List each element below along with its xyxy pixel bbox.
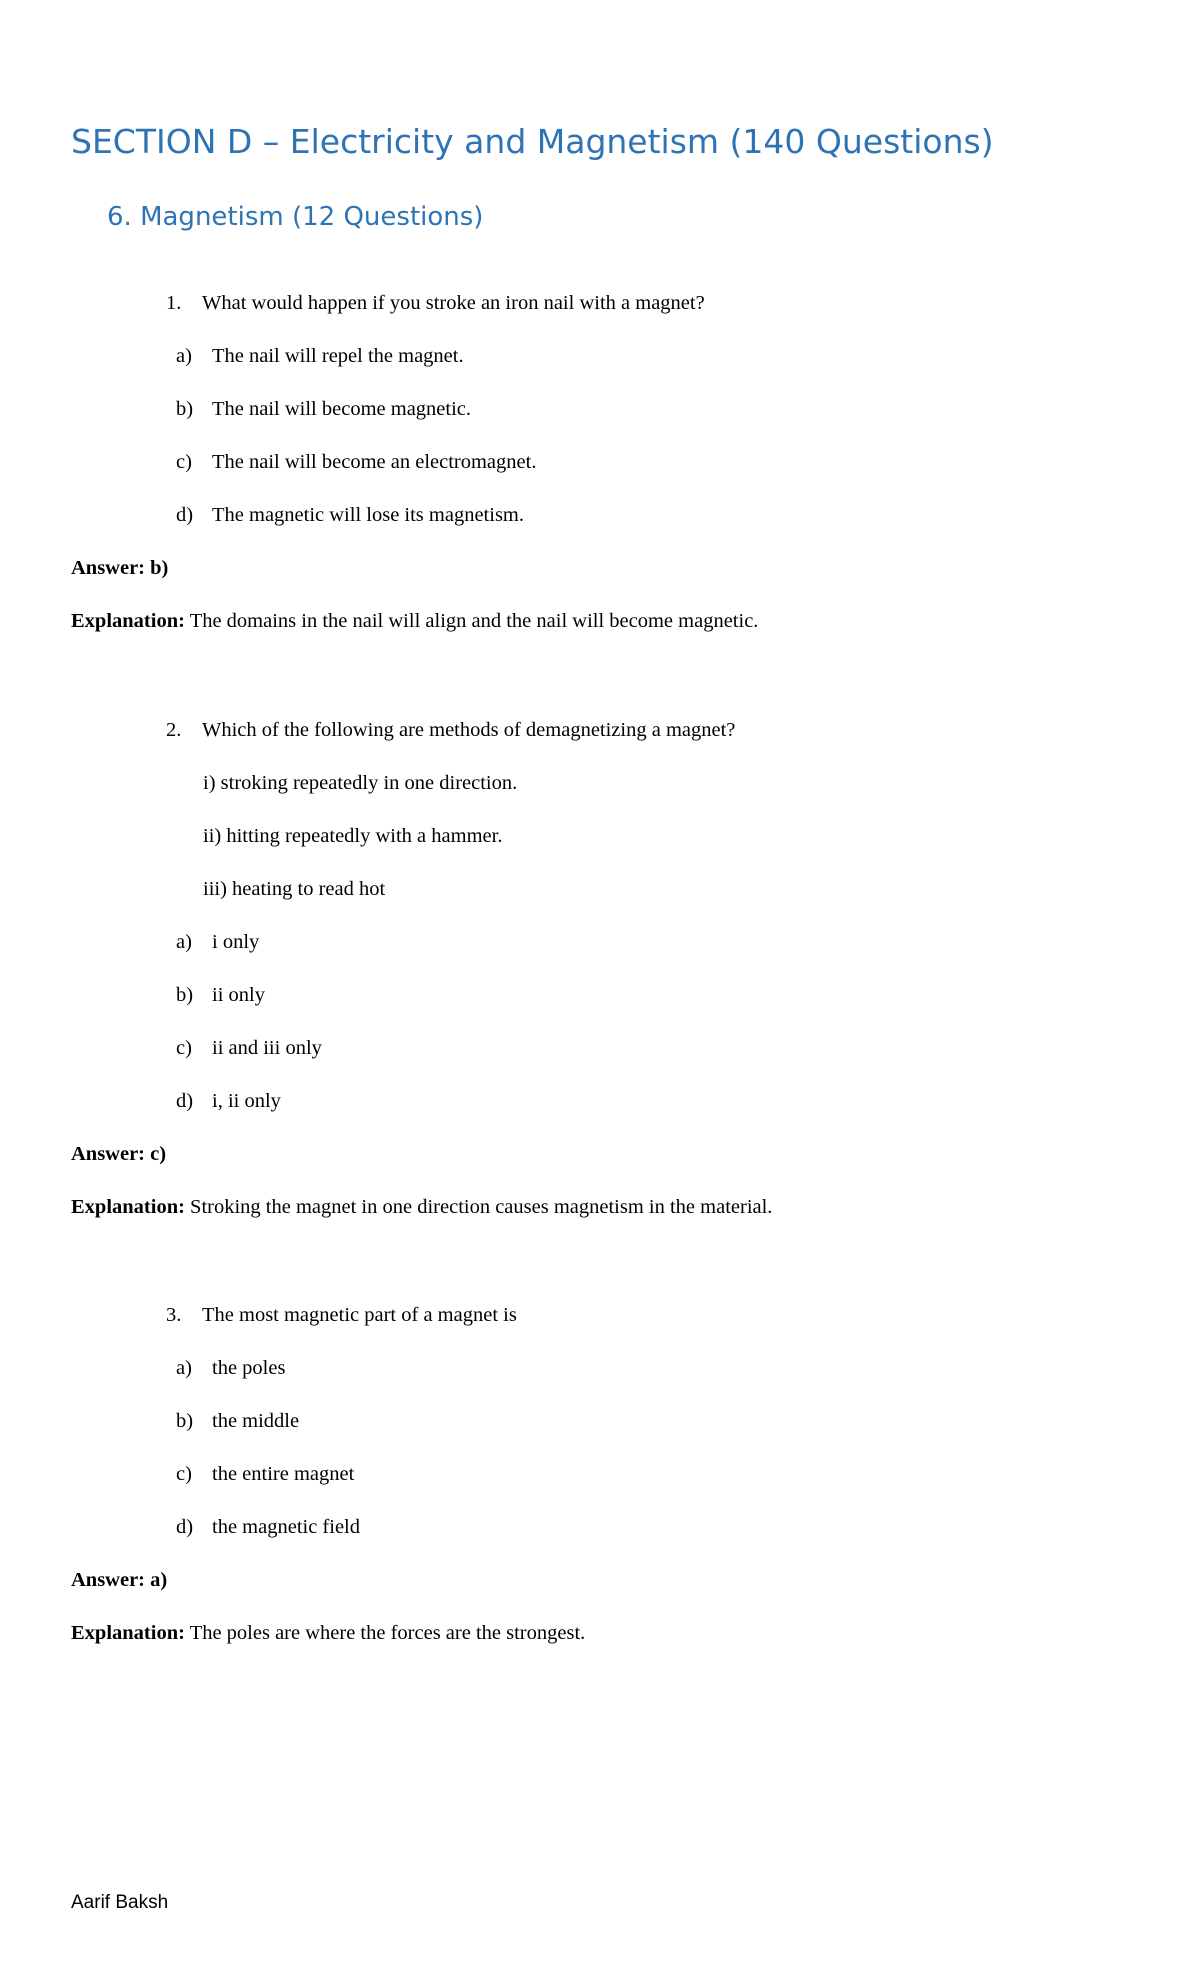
option-3c <box>176 1464 354 1485</box>
option-text: ii and iii only <box>212 1037 322 1059</box>
question-text: The most magnetic part of a magnet is <box>202 1304 517 1326</box>
option-text: ii only <box>212 984 265 1006</box>
option-text: The nail will repel the magnet. <box>212 345 464 367</box>
answer-1 <box>71 558 168 579</box>
option-2b <box>176 985 265 1006</box>
question-number: 1. <box>166 292 182 314</box>
question-text: Which of the following are methods of demagnetizing a magnet? <box>202 719 736 741</box>
option-text: the poles <box>212 1357 286 1379</box>
explanation-1 <box>71 611 758 632</box>
explanation-2 <box>71 1197 772 1218</box>
option-1c <box>176 452 536 473</box>
answer-label: Answer: <box>71 557 146 579</box>
explanation-3 <box>71 1623 585 1644</box>
option-text: The nail will become an electromagnet. <box>212 451 537 473</box>
option-text: i, ii only <box>212 1090 281 1112</box>
option-letter: c) <box>176 1037 192 1059</box>
answer-3 <box>71 1570 167 1591</box>
answer-value: b) <box>150 557 169 579</box>
option-text: the middle <box>212 1410 300 1432</box>
option-3d <box>176 1517 360 1538</box>
option-text: The magnetic will lose its magnetism. <box>212 504 524 526</box>
question-3 <box>166 1305 517 1326</box>
option-3b <box>176 1411 299 1432</box>
question-number: 3. <box>166 1304 182 1326</box>
explanation-text: Stroking the magnet in one direction causes magnetism in the material. <box>190 1196 773 1218</box>
answer-2 <box>71 1144 166 1165</box>
answer-value: a) <box>150 1569 168 1591</box>
option-text: the magnetic field <box>212 1516 360 1538</box>
option-letter: a) <box>176 1357 192 1379</box>
explanation-label: Explanation: <box>71 610 185 632</box>
statement-2iii: iii) heating to read hot <box>203 878 386 900</box>
page-footer-author: Aarif Baksh <box>71 1892 169 1913</box>
explanation-text: The poles are where the forces are the strongest. <box>189 1622 586 1644</box>
question-1 <box>166 293 705 314</box>
option-2d <box>176 1091 281 1112</box>
option-letter: a) <box>176 931 192 953</box>
answer-label: Answer: <box>71 1143 146 1165</box>
subsection-title: 6. Magnetism (12 Questions) <box>107 202 484 232</box>
statement-2ii: ii) hitting repeatedly with a hammer. <box>203 825 503 847</box>
answer-value: c) <box>150 1143 167 1165</box>
option-2c <box>176 1038 322 1059</box>
explanation-label: Explanation: <box>71 1196 185 1218</box>
explanation-text: The domains in the nail will align and the nail will become magnetic. <box>189 610 759 632</box>
option-1b <box>176 399 471 420</box>
option-letter: a) <box>176 345 192 367</box>
question-2 <box>166 720 735 741</box>
option-letter: d) <box>176 1090 194 1112</box>
option-2a <box>176 932 259 953</box>
option-letter: b) <box>176 398 194 420</box>
option-letter: d) <box>176 504 194 526</box>
option-letter: b) <box>176 984 194 1006</box>
option-text: i only <box>212 931 260 953</box>
question-number: 2. <box>166 719 182 741</box>
option-1a <box>176 346 464 367</box>
option-letter: b) <box>176 1410 194 1432</box>
option-letter: c) <box>176 451 192 473</box>
option-1d <box>176 505 524 526</box>
explanation-label: Explanation: <box>71 1622 185 1644</box>
question-text: What would happen if you stroke an iron nail with a magnet? <box>202 292 705 314</box>
section-title: SECTION D – Electricity and Magnetism (140 Questions) <box>71 122 994 161</box>
option-text: The nail will become magnetic. <box>212 398 472 420</box>
option-letter: d) <box>176 1516 194 1538</box>
answer-label: Answer: <box>71 1569 146 1591</box>
option-text: the entire magnet <box>212 1463 355 1485</box>
option-letter: c) <box>176 1463 192 1485</box>
option-3a <box>176 1358 285 1379</box>
statement-2i: i) stroking repeatedly in one direction. <box>203 772 518 794</box>
